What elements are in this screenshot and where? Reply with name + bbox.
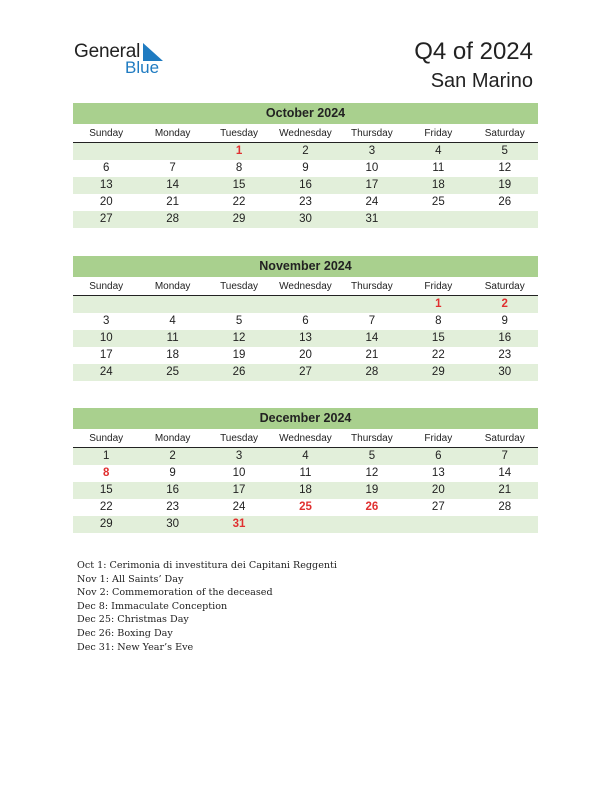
week-row xyxy=(73,347,538,364)
holiday-note: Dec 25: Christmas Day xyxy=(77,614,189,626)
day-cell xyxy=(405,211,471,228)
day-cell: 8 xyxy=(235,162,243,174)
holiday-note: Nov 2: Commemoration of the deceased xyxy=(77,587,273,599)
day-cell: 11 xyxy=(299,467,312,479)
day-cell: 2 xyxy=(169,450,176,462)
day-cell: 4 xyxy=(302,450,309,462)
day-cell: 30 xyxy=(166,518,180,530)
day-cell: 13 xyxy=(99,179,113,191)
day-cell: 6 xyxy=(103,162,110,174)
week-row xyxy=(73,177,538,194)
day-cell: 29 xyxy=(232,213,246,225)
day-cell: 9 xyxy=(501,315,508,327)
day-cell: 31 xyxy=(365,213,379,225)
day-cell: 13 xyxy=(299,332,312,344)
day-cell: 24 xyxy=(232,501,246,513)
day-cell xyxy=(272,516,338,533)
day-cell: 24 xyxy=(365,196,379,208)
holiday-day-cell: 1 xyxy=(235,145,243,157)
logo-text-general: General xyxy=(74,41,141,62)
day-cell: 4 xyxy=(435,145,442,157)
day-cell: 22 xyxy=(99,501,113,513)
month-december xyxy=(73,408,538,533)
day-cell: 3 xyxy=(368,145,376,157)
day-cell: 23 xyxy=(498,349,512,361)
day-cell: 14 xyxy=(498,467,512,479)
week-row xyxy=(73,482,538,499)
day-cell: 29 xyxy=(99,518,113,530)
day-cell: 23 xyxy=(166,501,180,513)
weekday-label: Saturday xyxy=(484,433,525,444)
logo-text-blue: Blue xyxy=(125,58,160,77)
weekday-label: Thursday xyxy=(351,128,393,139)
day-cell: 7 xyxy=(169,162,176,174)
week-row xyxy=(73,143,538,160)
weekday-label: Monday xyxy=(154,281,191,292)
day-cell: 28 xyxy=(365,366,379,378)
day-cell: 17 xyxy=(232,484,246,496)
day-cell: 26 xyxy=(232,366,246,378)
day-cell: 3 xyxy=(103,315,110,327)
weekday-label: Sunday xyxy=(89,281,124,292)
month-title: November 2024 xyxy=(73,256,538,277)
day-cell: 25 xyxy=(166,366,180,378)
day-cell: 17 xyxy=(365,179,379,191)
page-title: Q4 of 2024 xyxy=(414,38,533,65)
day-cell: 24 xyxy=(99,366,113,378)
day-cell: 19 xyxy=(365,484,379,496)
week-row xyxy=(73,499,538,516)
holiday-day-cell: 25 xyxy=(299,501,312,513)
day-cell: 27 xyxy=(99,213,113,225)
day-cell: 5 xyxy=(501,145,508,157)
day-cell: 5 xyxy=(235,315,243,327)
day-cell: 8 xyxy=(435,315,442,327)
day-cell xyxy=(339,516,405,533)
month-october xyxy=(73,103,538,228)
day-cell xyxy=(339,296,405,313)
weekday-label: Sunday xyxy=(89,433,124,444)
day-cell: 21 xyxy=(166,196,180,208)
day-cell xyxy=(206,296,272,313)
day-cell: 29 xyxy=(431,366,445,378)
day-cell: 18 xyxy=(299,484,312,496)
day-cell xyxy=(272,296,338,313)
holiday-notes xyxy=(77,559,337,654)
weekday-header-row xyxy=(73,429,538,448)
day-cell: 16 xyxy=(299,179,312,191)
week-row xyxy=(73,448,538,465)
day-cell: 12 xyxy=(232,332,246,344)
day-cell xyxy=(139,143,205,160)
weekday-label: Tuesday xyxy=(220,433,259,444)
day-cell: 25 xyxy=(431,196,445,208)
holiday-day-cell: 8 xyxy=(103,467,110,479)
holiday-note: Nov 1: All Saints’ Day xyxy=(77,573,184,585)
day-cell: 27 xyxy=(299,366,312,378)
day-cell: 7 xyxy=(368,315,376,327)
week-row xyxy=(73,516,538,533)
weekday-label: Saturday xyxy=(484,128,525,139)
day-cell: 19 xyxy=(498,179,512,191)
day-cell: 15 xyxy=(431,332,445,344)
day-cell: 28 xyxy=(498,501,512,513)
day-cell: 11 xyxy=(432,162,445,174)
day-cell xyxy=(139,296,205,313)
day-cell xyxy=(73,143,139,160)
week-row xyxy=(73,296,538,313)
day-cell: 30 xyxy=(498,366,512,378)
week-row xyxy=(73,211,538,228)
day-cell: 12 xyxy=(498,162,512,174)
weekday-label: Wednesday xyxy=(279,281,332,292)
day-cell: 22 xyxy=(232,196,246,208)
weekday-label: Sunday xyxy=(89,128,124,139)
day-cell: 20 xyxy=(299,349,312,361)
day-cell: 2 xyxy=(302,145,309,157)
weekday-label: Tuesday xyxy=(220,128,259,139)
weekday-label: Wednesday xyxy=(279,128,332,139)
weekday-label: Friday xyxy=(424,281,453,292)
weekday-label: Saturday xyxy=(484,281,525,292)
day-cell: 3 xyxy=(235,450,243,462)
holiday-note: Dec 26: Boxing Day xyxy=(77,627,173,639)
day-cell: 14 xyxy=(365,332,379,344)
day-cell: 18 xyxy=(166,349,180,361)
day-cell xyxy=(73,296,139,313)
day-cell: 9 xyxy=(302,162,309,174)
day-cell: 16 xyxy=(166,484,180,496)
day-cell: 14 xyxy=(166,179,180,191)
page-subtitle: San Marino xyxy=(430,70,533,92)
day-cell xyxy=(472,516,538,533)
day-cell: 23 xyxy=(299,196,312,208)
weekday-label: Wednesday xyxy=(279,433,332,444)
weekday-header-row xyxy=(73,277,538,296)
day-cell: 10 xyxy=(232,467,246,479)
holiday-note: Oct 1: Cerimonia di investitura dei Capitani Reggenti xyxy=(77,560,337,571)
week-row xyxy=(73,194,538,211)
weekday-label: Thursday xyxy=(351,281,393,292)
day-cell: 20 xyxy=(431,484,445,496)
day-cell: 17 xyxy=(99,349,113,361)
day-cell: 10 xyxy=(365,162,379,174)
day-cell: 27 xyxy=(431,501,445,513)
day-cell: 6 xyxy=(302,315,309,327)
day-cell: 12 xyxy=(365,467,379,479)
day-cell: 10 xyxy=(99,332,113,344)
holiday-note: Dec 8: Immaculate Conception xyxy=(77,600,228,612)
day-cell: 13 xyxy=(431,467,445,479)
day-cell xyxy=(405,516,471,533)
day-cell xyxy=(472,211,538,228)
weekday-label: Friday xyxy=(424,433,453,444)
holiday-note: Dec 31: New Year’s Eve xyxy=(77,641,194,653)
day-cell: 19 xyxy=(232,349,246,361)
day-cell: 9 xyxy=(169,467,176,479)
day-cell: 6 xyxy=(435,450,442,462)
day-cell: 7 xyxy=(501,450,508,462)
week-row xyxy=(73,330,538,347)
day-cell: 18 xyxy=(431,179,445,191)
holiday-day-cell: 2 xyxy=(501,298,508,310)
month-november xyxy=(73,256,538,381)
day-cell: 20 xyxy=(99,196,113,208)
weekday-label: Thursday xyxy=(351,433,393,444)
day-cell: 1 xyxy=(103,450,110,462)
weekday-header-row xyxy=(73,124,538,143)
day-cell: 16 xyxy=(498,332,512,344)
holiday-day-cell: 1 xyxy=(435,298,442,310)
day-cell: 26 xyxy=(498,196,512,208)
day-cell: 22 xyxy=(431,349,445,361)
generalblue-logo xyxy=(74,41,184,81)
day-cell: 21 xyxy=(365,349,379,361)
day-cell: 21 xyxy=(498,484,512,496)
week-row xyxy=(73,160,538,177)
month-title: December 2024 xyxy=(73,408,538,429)
day-cell: 11 xyxy=(166,332,179,344)
weekday-label: Tuesday xyxy=(220,281,259,292)
weekday-label: Friday xyxy=(424,128,453,139)
day-cell: 15 xyxy=(232,179,246,191)
day-cell: 15 xyxy=(99,484,113,496)
weekday-label: Monday xyxy=(154,433,191,444)
day-cell: 5 xyxy=(368,450,376,462)
week-row xyxy=(73,364,538,381)
weekday-label: Monday xyxy=(154,128,191,139)
day-cell: 4 xyxy=(169,315,176,327)
day-cell: 30 xyxy=(299,213,312,225)
week-row xyxy=(73,465,538,482)
holiday-day-cell: 26 xyxy=(365,501,379,513)
week-row xyxy=(73,313,538,330)
holiday-day-cell: 31 xyxy=(232,518,246,530)
day-cell: 28 xyxy=(166,213,180,225)
month-title: October 2024 xyxy=(73,103,538,124)
